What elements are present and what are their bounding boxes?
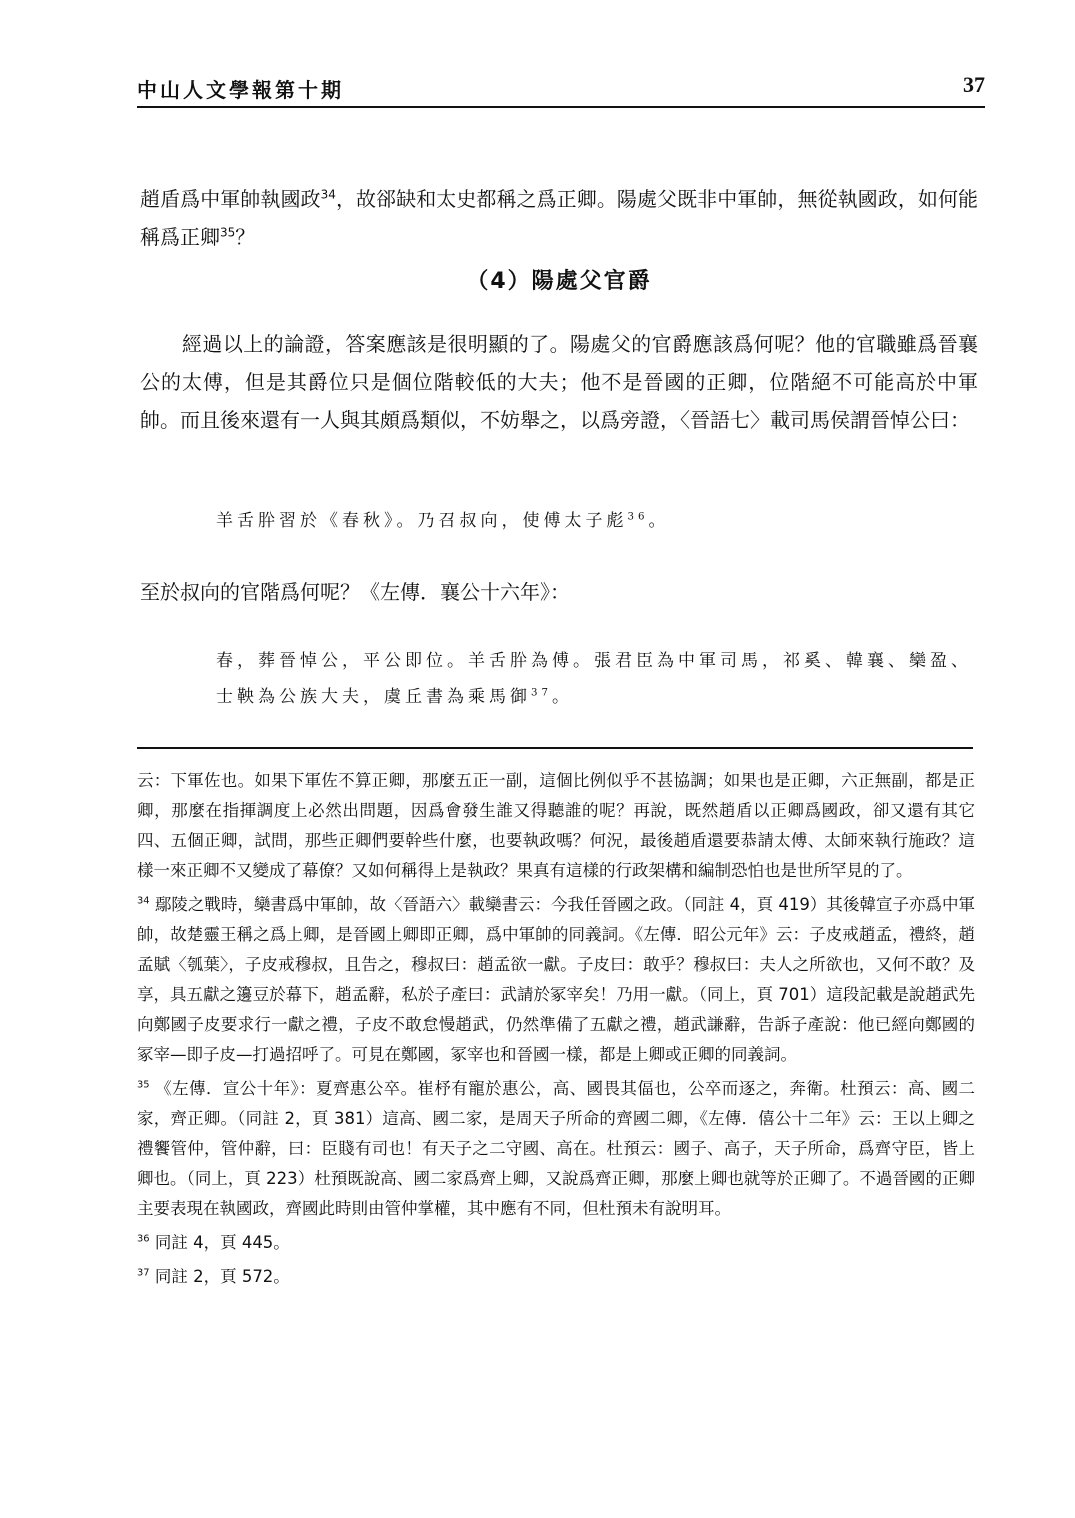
quote-2-end: 。 [551,687,573,707]
footnote-ref-34: 34 [320,187,336,202]
main-paragraph: 經過以上的論證，答案應該是很明顯的了。陽處父的官爵應該爲何呢？他的官職雖爲晉襄公的太傅，但是其爵位只是個位階較低的大夫；他不是晉國的正卿，位階絕不可能高於中軍帥。而且後來還有一人與其頗爲類似，不妨舉之，以爲旁證，〈晉語七〉載司馬侯謂晉悼公曰： [140,332,978,432]
intro-text-3: ？ [235,225,256,249]
header-rule [137,106,985,108]
block-quote-1 [216,503,976,539]
footnote-number: 34 [137,895,150,907]
intro-text-2: ，故郤缺和太史都稱之爲正卿。陽處父既非中軍帥，無從執國政，如何能稱爲正卿 [140,187,979,249]
footnote-ref-35: 35 [220,225,236,240]
intro-paragraph [140,180,978,256]
footnote-text: 同註 4，頁 445。 [154,1233,290,1252]
footnotes [137,766,975,1296]
section-heading: （4）陽處父官爵 [466,269,652,294]
running-header [137,72,985,108]
footnote-number: 36 [137,1233,150,1245]
footnote-ref-36: 36 [627,511,649,523]
footnote-text: 同註 2，頁 572。 [154,1267,290,1286]
footnote-34 [137,890,975,1070]
footnote-37 [137,1262,975,1292]
bridge-paragraph: 至於叔向的官階爲何呢？《左傳．襄公十六年》： [140,580,570,604]
quote-2-text: 春，葬晉悼公，平公即位。羊舌肸為傅。張君臣為中軍司馬，祁奚、韓襄、欒盈、士鞅為公族大夫，虞丘書為乘馬御 [216,651,972,707]
quote-1-text: 羊舌肸習於《春秋》。乃召叔向，使傅太子彪 [216,511,628,531]
footnote-number: 37 [137,1267,150,1279]
intro-text-1: 趙盾爲中軍帥執國政 [140,187,321,211]
footnote-36 [137,1228,975,1258]
journal-title: 中山人文學報第十期 [137,78,344,102]
footnote-ref-37: 37 [531,687,552,699]
quote-1-end: 。 [648,511,670,531]
footnote-text: 鄢陵之戰時，欒書爲中軍帥，故〈晉語六〉載欒書云：今我任晉國之政。（同註 4，頁 419）其後韓宣子亦爲中軍帥，故楚靈王稱之爲上卿，是晉國上卿即正卿，爲中軍帥的同義詞。《左傳．昭公元年》云：子皮戒趙孟，禮終，趙孟賦〈瓠葉〉，子皮戒穆叔，且告之，穆叔曰：趙孟欲一獻。子皮曰：敢乎？穆叔曰：夫人之所欲也，又何不敢？及享，具五獻之籩豆於幕下，趙孟辭，私於子產曰：武請於冢宰矣！乃用一獻。（同上，頁 701）這段記載是說趙武先向鄭國子皮要求行一獻之禮，子皮不敢怠慢趙武，仍然準備了五獻之禮，趙武謙辭，告訴子產說：他已經向鄭國的冢宰—即子皮—打過招呼了。可見在鄭國，冢宰也和晉國一樣，都是上卿或正卿的同義詞。 [137,895,976,1064]
footnote-text: 《左傳．宣公十年》：夏齊惠公卒。崔杼有寵於惠公，高、國畏其偪也，公卒而逐之，奔衛。杜預云：高、國二家，齊正卿。（同註 2，頁 381）這高、國二家，是周天子所命的齊國二卿，《左傳．僖公十二年》云：王以上卿之禮饗管仲，管仲辭，曰：臣賤有司也！有天子之二守國、高在。杜預云：國子、高子，天子所命，爲齊守臣，皆上卿也。（同上，頁 223）杜預既說高、國二家爲齊上卿，又說爲齊正卿，那麼上卿也就等於正卿了。不過晉國的正卿主要表現在執國政，齊國此時則由管仲掌權，其中應有不同，但杜預未有說明耳。 [137,1079,975,1218]
block-quote-2 [216,643,976,715]
page-number: 37 [963,72,985,97]
footnote-35 [137,1074,975,1224]
footnote-continuation: 云：下軍佐也。如果下軍佐不算正卿，那麼五正一副，這個比例似乎不甚協調；如果也是正卿，六正無副，都是正卿，那麼在指揮調度上必然出問題，因爲會發生誰又得聽誰的呢？再說，既然趙盾以正卿爲國政，卻又還有其它四、五個正卿，試問，那些正卿們要幹些什麼，也要執政嗎？何況，最後趙盾還要恭請太傅、太師來執行施政？這樣一來正卿不又變成了幕僚？又如何稱得上是執政？果真有這樣的行政架構和編制恐怕也是世所罕見的了。 [137,771,975,880]
footnote-number: 35 [137,1079,150,1091]
footnote-rule [137,747,973,749]
